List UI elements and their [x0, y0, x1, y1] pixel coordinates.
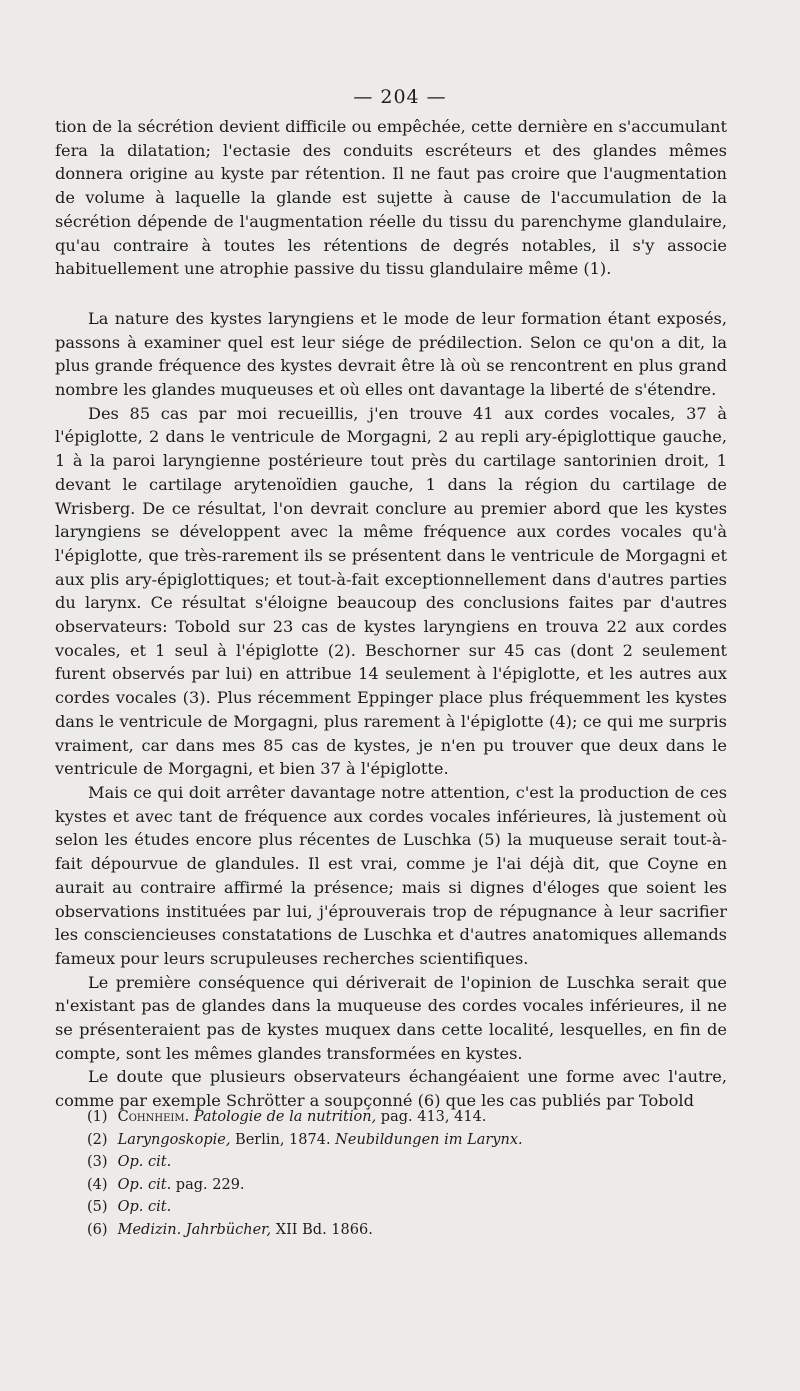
footnotes	[87, 1106, 727, 1241]
paragraph: tion de la sécrétion devient difficile ou empêchée, cette dernière en s'accumulant fera la dilatation; l'ectasie des conduits escréteurs et des glandes mêmes donnera origine au kyste par rétention. Il ne faut pas croire que l'augmentation de volume à laquelle la glande est sujette à cause de l'accumulation de la sécrétion dépende de l'augmentation réelle du tissu du parenchyme glandulaire, qu'au contraire à toutes les rétentions de degrés notables, il s'y associe habituellement une atrophie passive du tissu glandulaire même (1).	[55, 117, 727, 279]
footnote-title-secondary: Neubildungen im Larynx.	[335, 1131, 523, 1148]
footnote	[87, 1151, 727, 1174]
footnote	[87, 1219, 727, 1242]
paragraph: Des 85 cas par moi recueillis, j'en trouve 41 aux cordes vocales, 37 à l'épiglotte, 2 dans le ventricule de Morgagni, 2 au repli ary-épiglottique gauche, 1 à la paroi laryngienne postérieure tout près du cartilage santorinien droit, 1 devant le cartilage arytenoïdien gauche, 1 dans la région du cartilage de Wrisberg. De ce résultat, l'on devrait conclure au premier abord que les kystes laryngiens se développent avec la même fréquence aux cordes vocales qu'à l'épiglotte, que très-rarement ils se présentent dans le ventricule de Morgagni et aux plis ary-épiglottiques; et tout-à-fait exceptionnellement dans d'autres parties du larynx. Ce résultat s'éloigne beaucoup des conclusions faites par d'autres observateurs: Tobold sur 23 cas de kystes laryngiens en trouva 22 aux cordes vocales, et 1 seul à l'épiglotte (2). Beschorner sur 45 cas (dont 2 seulement furent observés par lui) en attribue 14 seulement à l'épiglotte, et les autres aux cordes vocales (3). Plus récemment Eppinger place plus fréquemment les kystes dans le ventricule de Morgagni, plus rarement à l'épiglotte (4); ce qui me surpris vraiment, car dans mes 85 cas de kystes, je n'en pu trouver que deux dans le ventricule de Morgagni, et bien 37 à l'épiglotte.	[55, 403, 727, 779]
footnote-title: Op. cit.	[117, 1199, 172, 1215]
footnote-number: (6)	[87, 1221, 108, 1238]
footnote-rest: pag. 229.	[171, 1176, 245, 1193]
footnote	[87, 1106, 727, 1129]
paragraph: Mais ce qui doit arrêter davantage notre attention, c'est la production de ces kystes et avec tant de fréquence aux cordes vocales inférieures, là justement où selon les études encore plus récentes de Luschka (5) la muqueuse serait tout-à-fait dépourvue de glandules. Il est vrai, comme je l'ai déjà dit, que Coyne en aurait au contraire affirmé la présence; mais si dignes d'éloges que soient les observations instituées par lui, j'éprouverais trop de répugnance à leur sacrifier les consciencieuses constatations de Luschka et d'autres anatomiques allemands fameux pour leurs scrupuleuses recherches scientifiques.	[55, 782, 727, 968]
paragraph: Le première conséquence qui dériverait de l'opinion de Luschka serait que n'existant pas de glandes dans la muqueuse des cordes vocales inférieures, il ne se présenteraient pas de kystes muquex dans cette localité, lesquelles, en fin de compte, sont les mêmes glandes transformées en kystes.	[55, 972, 727, 1063]
footnote-number: (4)	[87, 1176, 108, 1193]
footnote-number: (2)	[87, 1131, 108, 1148]
footnote-rest: pag. 413, 414.	[376, 1109, 487, 1125]
paragraph: Le doute que plusieurs observateurs échangéaient une forme avec l'autre, comme par exemple Schrötter a soupçonné (6) que les cas publiés par Tobold	[55, 1067, 727, 1111]
footnote	[87, 1129, 727, 1152]
footnote-rest: XII Bd. 1866.	[271, 1221, 373, 1238]
footnote	[87, 1174, 727, 1197]
paragraph: La nature des kystes laryngiens et le mode de leur formation étant exposés, passons à examiner quel est leur siége de prédilection. Selon ce qu'on a dit, la plus grande fréquence des kystes devrait être là où se rencontrent en plus grand nombre les glandes muqueuses et où elles ont davantage la liberté de s'étendre.	[55, 308, 727, 400]
footnote-title: Patologie de la nutrition,	[193, 1109, 377, 1125]
footnote-number: (5)	[87, 1199, 108, 1215]
body-text	[55, 115, 727, 1113]
footnote-title: Op. cit.	[117, 1154, 172, 1170]
page-number-header: — 204 —	[353, 86, 447, 108]
footnote-title: Laryngoskopie,	[117, 1131, 231, 1148]
footnote-rest: Berlin, 1874.	[230, 1131, 336, 1148]
footnote-number: (3)	[87, 1154, 108, 1170]
footnote-number: (1)	[87, 1109, 108, 1125]
footnote-title: Op. cit.	[117, 1176, 172, 1193]
footnote-title: Medizin. Jahrbücher,	[117, 1221, 272, 1238]
footnote-author: Cohnheim.	[117, 1109, 190, 1125]
footnote	[87, 1196, 727, 1219]
